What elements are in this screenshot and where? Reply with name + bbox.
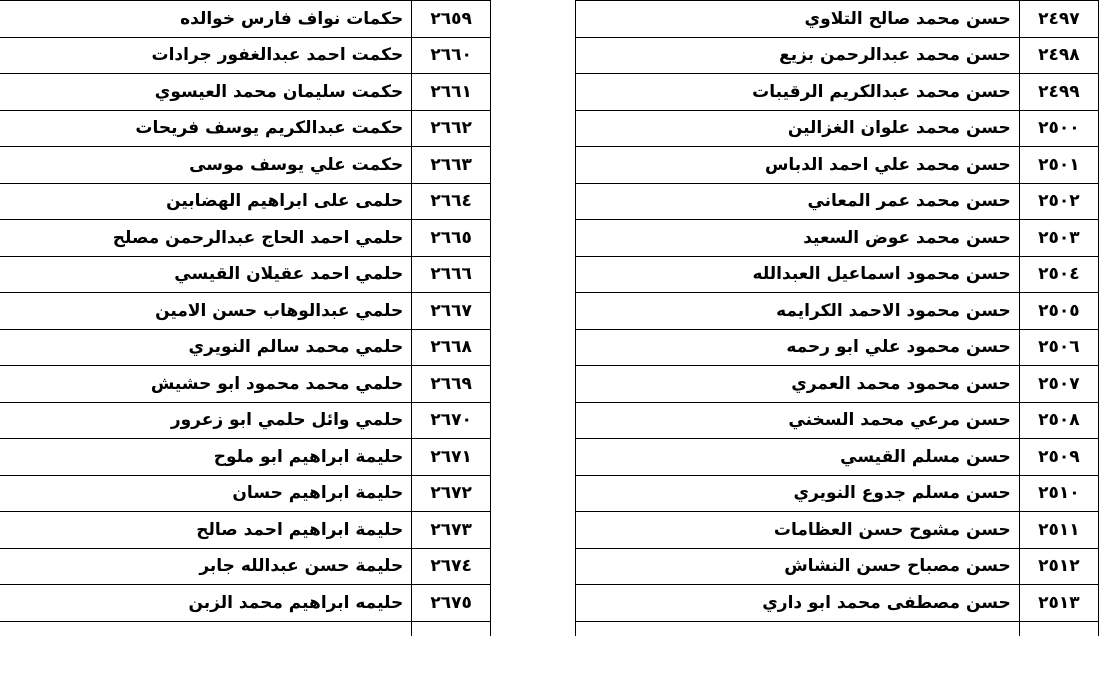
row-name: حلمي وائل حلمي ابو زعرور bbox=[0, 402, 412, 439]
row-number: ٢٦٦٤ bbox=[412, 183, 491, 220]
row-name: حليمة ابراهيم احمد صالح bbox=[0, 512, 412, 549]
table-row bbox=[576, 585, 1099, 622]
row-name: حكمت سليمان محمد العيسوي bbox=[0, 74, 412, 111]
row-number: ٢٤٩٩ bbox=[1019, 74, 1098, 111]
names-table-left bbox=[0, 0, 491, 636]
table-row bbox=[0, 74, 491, 111]
row-name-cell-empty bbox=[0, 621, 412, 636]
table-row bbox=[0, 329, 491, 366]
row-name-cell-empty bbox=[576, 621, 1020, 636]
row-number: ٢٥٠٢ bbox=[1019, 183, 1098, 220]
row-number: ٢٦٦٨ bbox=[412, 329, 491, 366]
row-number-cell-empty bbox=[412, 621, 491, 636]
table-row bbox=[0, 1, 491, 38]
row-name: حسن محمد عبدالكريم الرقيبات bbox=[576, 74, 1020, 111]
row-name: حسن محمد صالح التلاوي bbox=[576, 1, 1020, 38]
names-table-right bbox=[575, 0, 1099, 636]
row-name: حسن محمد علوان الغزالين bbox=[576, 110, 1020, 147]
row-number-cell-empty bbox=[1019, 621, 1098, 636]
row-number: ٢٦٧٠ bbox=[412, 402, 491, 439]
table-row bbox=[576, 475, 1099, 512]
row-name: حسن مصطفى محمد ابو داري bbox=[576, 585, 1020, 622]
row-number: ٢٦٧٥ bbox=[412, 585, 491, 622]
row-name: حسن مرعي محمد السخني bbox=[576, 402, 1020, 439]
table-row bbox=[0, 402, 491, 439]
names-table-right-body bbox=[576, 1, 1099, 636]
row-name: حليمة ابراهيم حسان bbox=[0, 475, 412, 512]
table-row bbox=[0, 439, 491, 476]
row-number: ٢٥٠٨ bbox=[1019, 402, 1098, 439]
row-name: حليمة ابراهيم ابو ملوح bbox=[0, 439, 412, 476]
table-row bbox=[576, 512, 1099, 549]
row-name: حلمي محمد سالم النويري bbox=[0, 329, 412, 366]
table-row bbox=[576, 147, 1099, 184]
row-name: حسن مسلم جدوع النويري bbox=[576, 475, 1020, 512]
row-number: ٢٤٩٧ bbox=[1019, 1, 1098, 38]
row-number: ٢٦٧٢ bbox=[412, 475, 491, 512]
table-row bbox=[0, 110, 491, 147]
row-number: ٢٥١٠ bbox=[1019, 475, 1098, 512]
table-row bbox=[576, 74, 1099, 111]
table-row bbox=[576, 329, 1099, 366]
row-number: ٢٥٠٧ bbox=[1019, 366, 1098, 403]
table-row bbox=[576, 183, 1099, 220]
row-number: ٢٥٠٤ bbox=[1019, 256, 1098, 293]
row-number: ٢٦٦٦ bbox=[412, 256, 491, 293]
table-row bbox=[576, 548, 1099, 585]
row-number: ٢٥٠٩ bbox=[1019, 439, 1098, 476]
table-row bbox=[0, 147, 491, 184]
table-row bbox=[576, 439, 1099, 476]
row-number: ٢٥١٢ bbox=[1019, 548, 1098, 585]
row-name: حسن محمد علي احمد الدباس bbox=[576, 147, 1020, 184]
row-number: ٢٥٠٦ bbox=[1019, 329, 1098, 366]
row-name: حسن محمود اسماعيل العبدالله bbox=[576, 256, 1020, 293]
names-table-left-body bbox=[0, 1, 491, 636]
table-row-continuation bbox=[0, 621, 491, 636]
row-number: ٢٥٠٠ bbox=[1019, 110, 1098, 147]
table-row bbox=[0, 366, 491, 403]
table-row bbox=[576, 220, 1099, 257]
row-number: ٢٦٧٣ bbox=[412, 512, 491, 549]
row-number: ٢٦٦١ bbox=[412, 74, 491, 111]
row-name: حكمت علي يوسف موسى bbox=[0, 147, 412, 184]
row-number: ٢٦٦٧ bbox=[412, 293, 491, 330]
table-row-continuation bbox=[576, 621, 1099, 636]
row-name: حليمة حسن عبدالله جابر bbox=[0, 548, 412, 585]
row-name: حسن مسلم القيسي bbox=[576, 439, 1020, 476]
row-name: حسن محمد عبدالرحمن بزيع bbox=[576, 37, 1020, 74]
table-row bbox=[0, 512, 491, 549]
row-name: حسن مصباح حسن النشاش bbox=[576, 548, 1020, 585]
row-name: حكمت احمد عبدالغفور جرادات bbox=[0, 37, 412, 74]
row-name: حسن محمد عمر المعاني bbox=[576, 183, 1020, 220]
row-number: ٢٥٠٥ bbox=[1019, 293, 1098, 330]
table-row bbox=[576, 293, 1099, 330]
row-number: ٢٦٧١ bbox=[412, 439, 491, 476]
row-number: ٢٦٦٠ bbox=[412, 37, 491, 74]
row-number: ٢٦٧٤ bbox=[412, 548, 491, 585]
row-name: حلمي احمد عقيلان القيسي bbox=[0, 256, 412, 293]
row-name: حسن مشوح حسن العظامات bbox=[576, 512, 1020, 549]
row-name: حلمي احمد الحاج عبدالرحمن مصلح bbox=[0, 220, 412, 257]
table-row bbox=[0, 37, 491, 74]
row-number: ٢٤٩٨ bbox=[1019, 37, 1098, 74]
row-number: ٢٦٦٢ bbox=[412, 110, 491, 147]
row-number: ٢٦٦٩ bbox=[412, 366, 491, 403]
row-name: حكمت عبدالكريم يوسف فريحات bbox=[0, 110, 412, 147]
table-row bbox=[576, 256, 1099, 293]
row-number: ٢٥١٣ bbox=[1019, 585, 1098, 622]
row-name: حلمى على ابراهيم الهضابين bbox=[0, 183, 412, 220]
table-row bbox=[0, 548, 491, 585]
table-row bbox=[576, 1, 1099, 38]
row-name: حليمه ابراهيم محمد الزبن bbox=[0, 585, 412, 622]
table-row bbox=[576, 402, 1099, 439]
row-name: حسن محمود الاحمد الكرايمه bbox=[576, 293, 1020, 330]
table-row bbox=[576, 366, 1099, 403]
table-row bbox=[576, 37, 1099, 74]
row-number: ٢٥١١ bbox=[1019, 512, 1098, 549]
table-row bbox=[0, 475, 491, 512]
row-name: حلمي عبدالوهاب حسن الامين bbox=[0, 293, 412, 330]
row-name: حكمات نواف فارس خوالده bbox=[0, 1, 412, 38]
table-row bbox=[0, 220, 491, 257]
row-name: حلمي محمد محمود ابو حشيش bbox=[0, 366, 412, 403]
table-row bbox=[0, 183, 491, 220]
row-number: ٢٥٠١ bbox=[1019, 147, 1098, 184]
row-number: ٢٦٦٣ bbox=[412, 147, 491, 184]
table-row bbox=[0, 256, 491, 293]
row-name: حسن محمود محمد العمري bbox=[576, 366, 1020, 403]
row-number: ٢٦٥٩ bbox=[412, 1, 491, 38]
row-name: حسن محمد عوض السعيد bbox=[576, 220, 1020, 257]
table-row bbox=[0, 293, 491, 330]
row-number: ٢٥٠٣ bbox=[1019, 220, 1098, 257]
row-name: حسن محمود علي ابو رحمه bbox=[576, 329, 1020, 366]
table-row bbox=[576, 110, 1099, 147]
table-row bbox=[0, 585, 491, 622]
row-number: ٢٦٦٥ bbox=[412, 220, 491, 257]
